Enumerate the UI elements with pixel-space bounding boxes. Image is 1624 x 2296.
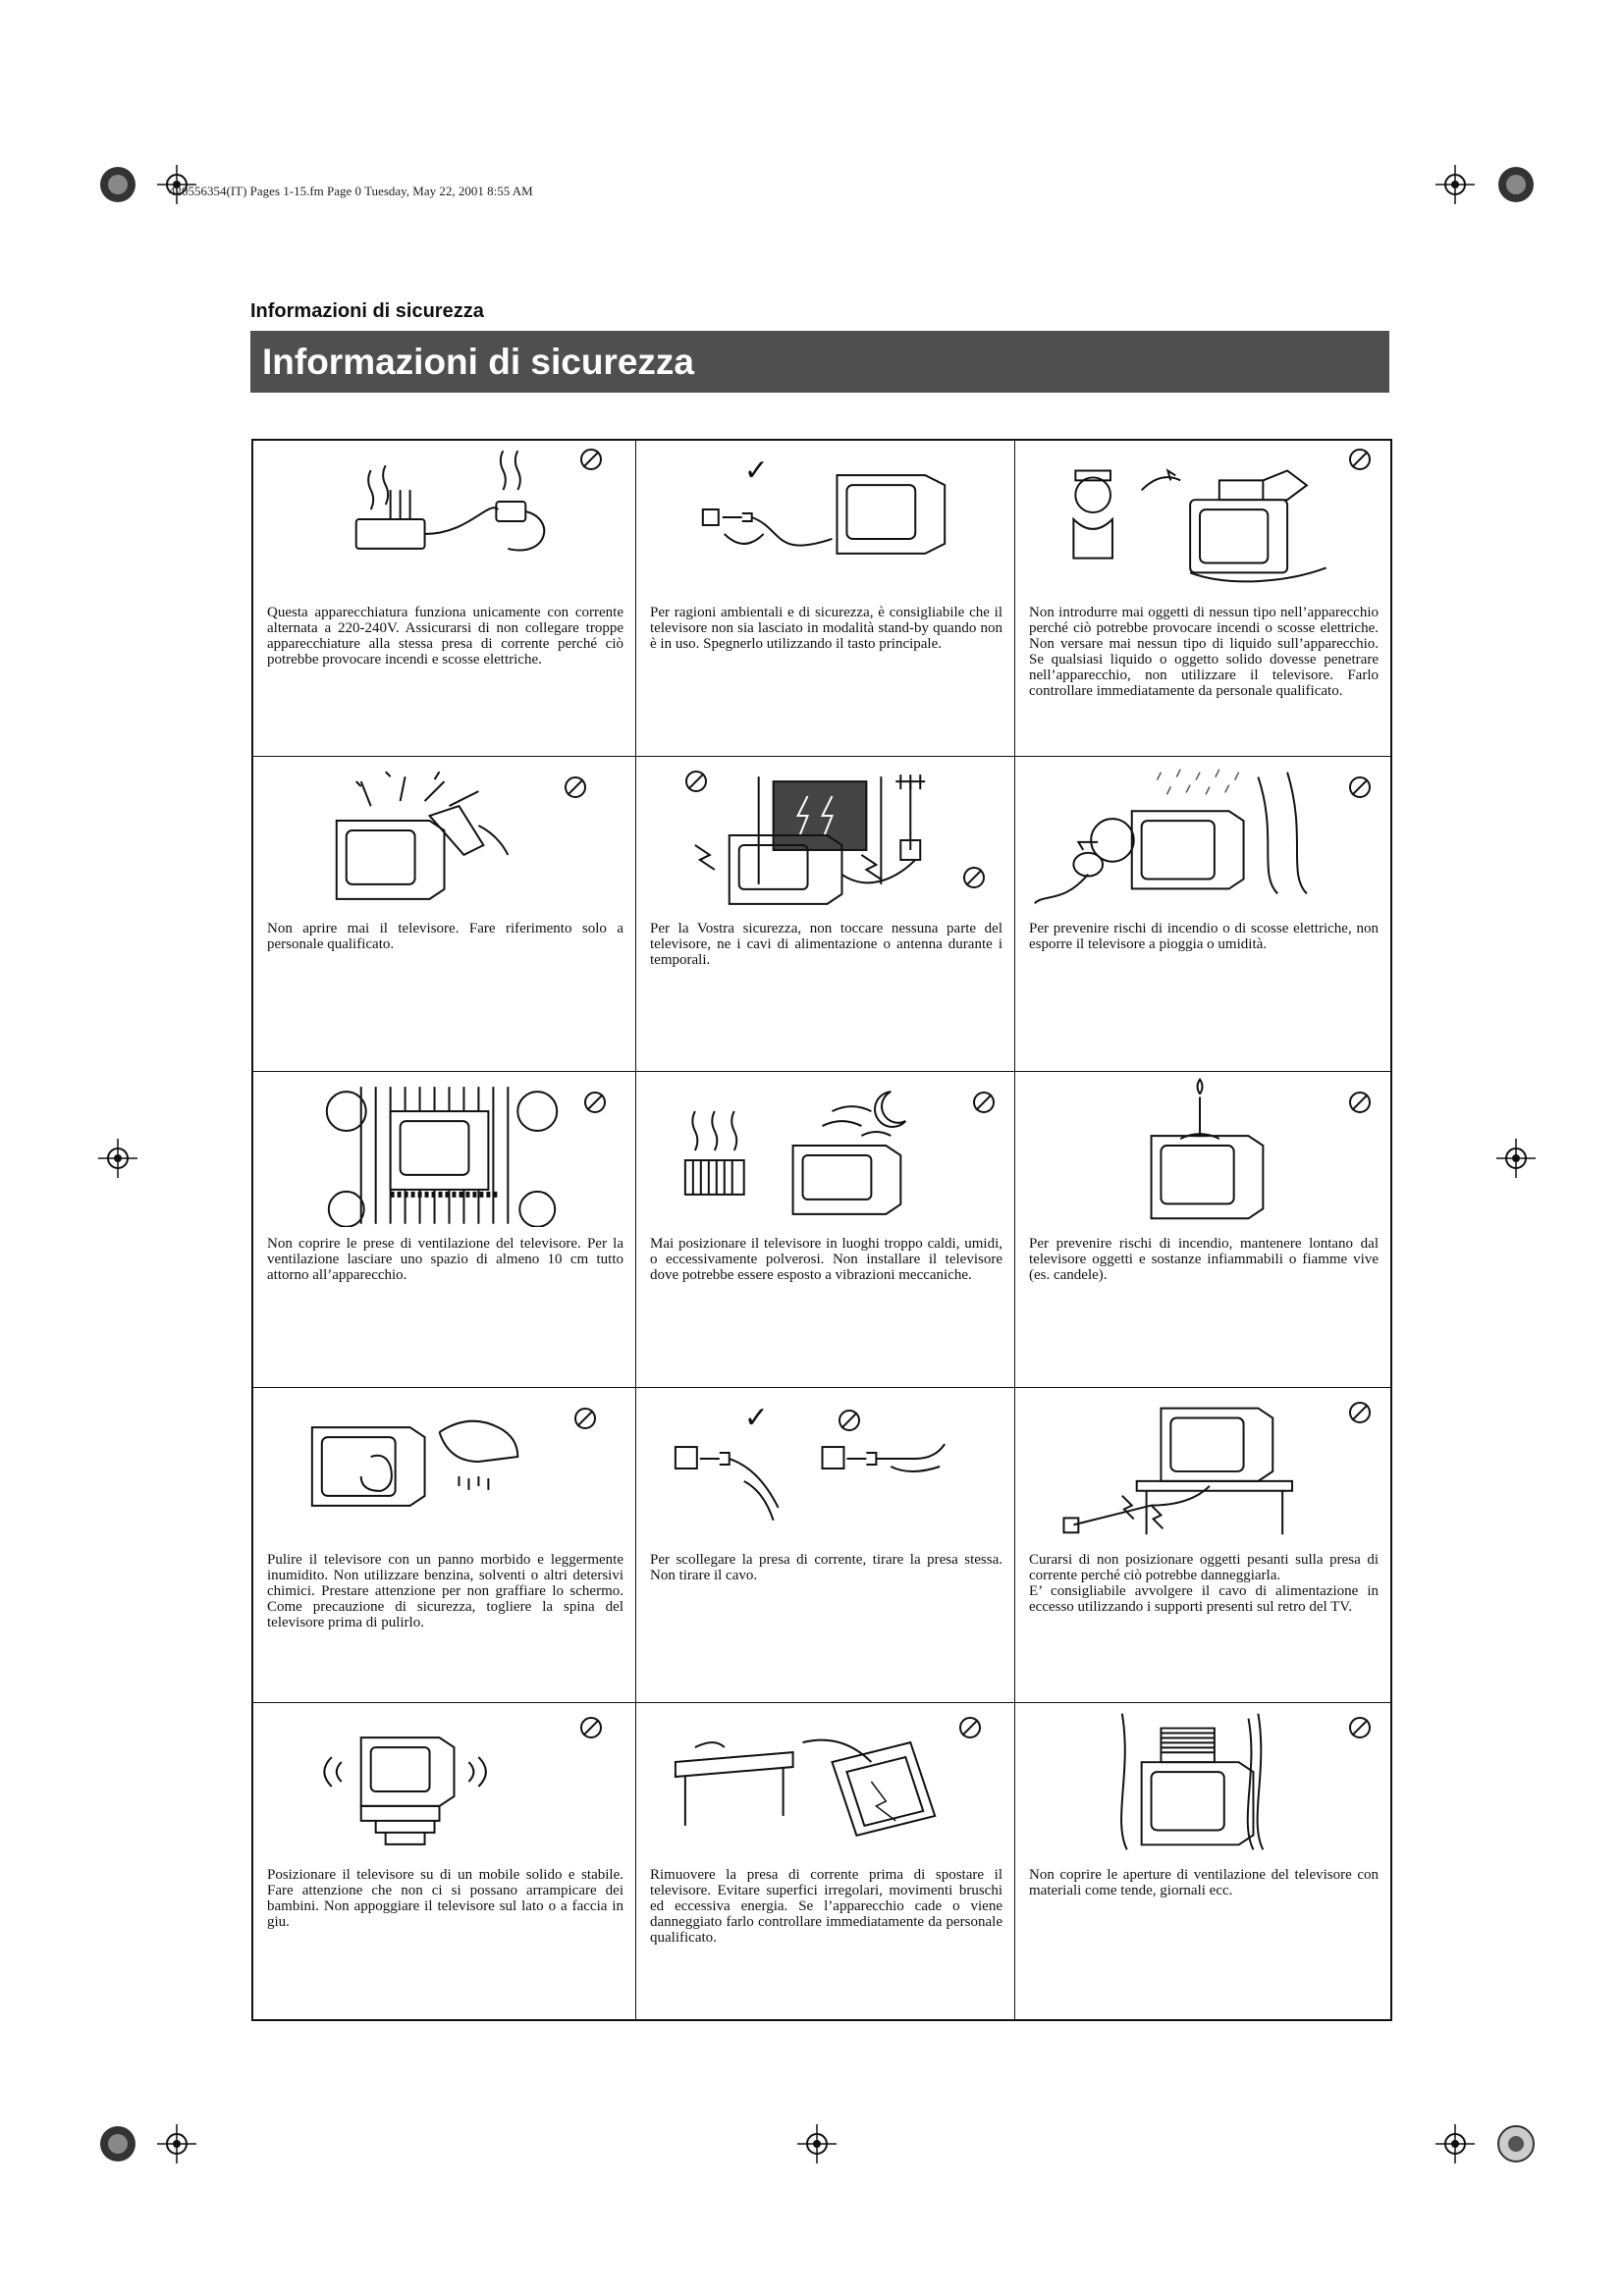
prohibition-icon <box>1349 776 1371 798</box>
title-bar <box>250 331 1389 393</box>
color-target-bottom-right <box>1496 2124 1536 2163</box>
safety-cell <box>636 441 1015 757</box>
ventilation-icon <box>253 1072 635 1227</box>
safety-text: Questa apparecchiatura funziona unicamente con corrente alternata a 220-240V. Assicurarsi di non collegare troppe apparecchiature alla stessa presa di corrente perché ciò potrebbe provocare incendi e scosse elettriche. <box>267 605 623 667</box>
color-target-top-left <box>98 165 137 204</box>
safety-text: Non aprire mai il televisore. Fare riferimento solo a personale qualificato. <box>267 920 623 952</box>
registration-mark-bottom-left <box>157 2124 196 2163</box>
safety-cell <box>253 1388 636 1704</box>
safety-cell <box>636 1703 1015 2019</box>
safety-cell <box>253 1072 636 1388</box>
rain-humidity-icon <box>1015 757 1390 912</box>
safety-cell <box>1015 1388 1390 1704</box>
registration-mark-top-right <box>1435 165 1475 204</box>
safety-cell <box>636 1388 1015 1704</box>
safety-text: Non introdurre mai oggetti di nessun tipo nell’apparecchio perché ciò potrebbe provocare incendi o scosse elettriche. Non versare mai nessun tipo di liquido sull’apparecchio. Se qualsiasi liquido o oggetto solido dovesse penetrare nell’apparecchio, non utilizzare il televisore. Farlo controllare immediatamente da personale qualificato. <box>1029 605 1379 699</box>
registration-mark-bottom-center <box>797 2124 837 2163</box>
registration-mark-right <box>1496 1139 1536 1178</box>
registration-mark-bottom-right <box>1435 2124 1475 2163</box>
prohibition-icon <box>1349 449 1371 470</box>
safety-text: Per prevenire rischi di incendio, mantenere lontano dal televisore oggetti e sostanze infiammabili o fiamme vive (es. candele). <box>1029 1236 1379 1284</box>
prohibition-icon <box>565 776 586 798</box>
safety-text: Non coprire le prese di ventilazione del televisore. Per la ventilazione lasciare uno spazio di almeno 10 cm tutto attorno all’apparecchio. <box>267 1236 623 1284</box>
cable-under-stand-icon <box>1015 1388 1390 1543</box>
prohibition-icon <box>685 771 707 792</box>
safety-cell <box>253 441 636 757</box>
safety-text: Per la Vostra sicurezza, non toccare nessuna parte del televisore, ne i cavi di alimentazione o antenna durante i temporali. <box>650 920 1002 968</box>
safety-cell <box>636 757 1015 1073</box>
safety-grid <box>251 439 1392 2021</box>
unplug-icon <box>636 1388 1014 1543</box>
safety-cell <box>1015 1703 1390 2019</box>
safety-text: Posizionare il televisore su di un mobile solido e stabile. Fare attenzione che non ci si possano arrampicare dei bambini. Non appoggiare il televisore sul lato o a faccia in giu. <box>267 1867 623 1931</box>
prohibition-icon <box>1349 1402 1371 1423</box>
prohibition-icon <box>580 449 602 470</box>
svg-text:✓: ✓ <box>743 1400 769 1435</box>
safety-text: Curarsi di non posizionare oggetti pesanti sulla presa di corrente perché ciò potrebbe danneggiarla. E’ consigliabile avvolgere il cavo di alimentazione in eccesso utilizzando i supporti presenti sul retro del TV. <box>1029 1551 1379 1615</box>
registration-mark-left <box>98 1139 137 1178</box>
svg-text:✓: ✓ <box>743 454 769 489</box>
liquid-on-tv-icon <box>1015 441 1390 596</box>
standby-plug-icon <box>636 441 1014 596</box>
safety-text: Per ragioni ambientali e di sicurezza, è consigliabile che il televisore non sia lasciato in modalità stand-by quando non è in uso. Spegnerlo utilizzando il tasto principale. <box>650 605 1002 652</box>
prohibition-icon <box>963 867 985 888</box>
safety-cell <box>253 1703 636 2019</box>
safety-text: Per scollegare la presa di corrente, tirare la presa stessa. Non tirare il cavo. <box>650 1551 1002 1583</box>
safety-cell <box>1015 441 1390 757</box>
falling-tv-icon <box>636 1703 1014 1858</box>
safety-text: Pulire il televisore con un panno morbido e leggermente inumidito. Non utilizzare benzina, solventi o altri detersivi chimici. Prestare attenzione per non graffiare lo schermo. Come precauzione di sicurezza, togliere la spina del televisore prima di pulirlo. <box>267 1551 623 1630</box>
section-label: Informazioni di sicurezza <box>250 300 484 322</box>
heat-sun-icon <box>636 1072 1014 1227</box>
safety-text: Per prevenire rischi di incendio o di scosse elettriche, non esporre il televisore a pioggia o umidità. <box>1029 920 1379 952</box>
unstable-stand-icon <box>253 1703 635 1858</box>
safety-text: Mai posizionare il televisore in luoghi troppo caldi, umidi, o eccessivamente polverosi. Non installare il televisore dove potrebbe essere esposto a vibrazioni meccaniche. <box>650 1236 1002 1284</box>
prohibition-icon <box>574 1408 596 1429</box>
safety-cell <box>636 1072 1015 1388</box>
printer-header-line: 420556354(IT) Pages 1-15.fm Page 0 Tuesday, May 22, 2001 8:55 AM <box>169 184 533 198</box>
safety-cell <box>1015 757 1390 1073</box>
overloaded-outlet-icon <box>253 441 635 596</box>
candle-icon <box>1015 1072 1390 1227</box>
covered-vents-icon <box>1015 1703 1390 1858</box>
color-target-bottom-left <box>98 2124 137 2163</box>
safety-text: Non coprire le aperture di ventilazione del televisore con materiali come tende, giornali ecc. <box>1029 1867 1379 1899</box>
safety-cell <box>1015 1072 1390 1388</box>
color-target-top-right <box>1496 165 1536 204</box>
safety-text: Rimuovere la presa di corrente prima di spostare il televisore. Evitare superfici irregolari, movimenti bruschi ed eccessiva energia. Se l’apparecchio cade o viene danneggiato farlo controllare immediatamente da personale qualificato. <box>650 1867 1002 1947</box>
safety-cell <box>253 757 636 1073</box>
prohibition-icon <box>839 1410 860 1431</box>
page-title: Informazioni di sicurezza <box>262 341 694 382</box>
